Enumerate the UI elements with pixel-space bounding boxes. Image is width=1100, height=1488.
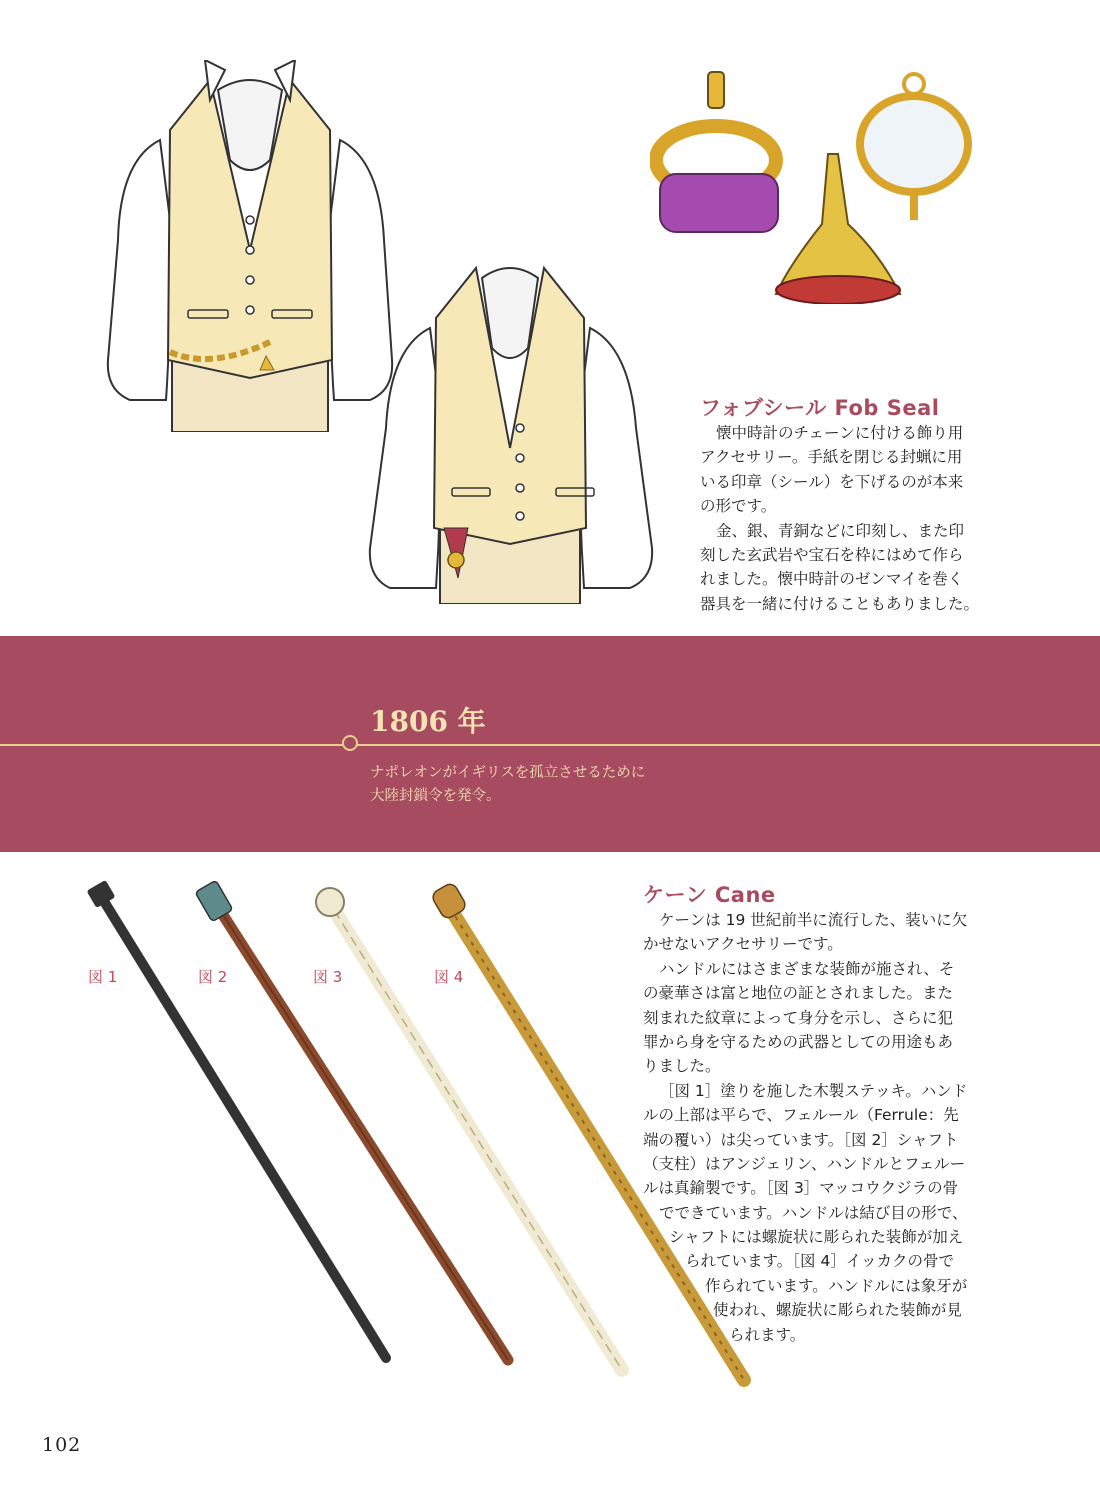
cane-paragraph [643,908,967,1347]
page-number: 102 [42,1434,82,1456]
text-line: 作られています。ハンドルには象牙が [705,1276,968,1295]
cane-1 [86,880,386,1358]
text-line: 刻した玄武岩や宝石を枠にはめて作ら [700,545,964,564]
text-line: でできています。ハンドルは結び目の形で、 [659,1203,968,1222]
figure-label-1: 図 1 [88,968,118,986]
fob-seal-heading: フォブシール Fob Seal [700,396,940,420]
text-line: かせないアクセサリーです。 [643,935,843,954]
text-line: （支柱）はアンジェリン、ハンドルとフェルー [643,1154,966,1173]
text-line: の形です。 [700,497,777,516]
text-line: 罪から身を守るための武器としての用途もあ [643,1032,954,1051]
figure-label-2: 図 2 [198,968,228,986]
text-line: 金、銀、青銅などに印刻し、また印 [716,521,965,540]
text-line: ルは真鍮製です。［図 3］マッコウクジラの骨 [643,1179,959,1198]
text-line: シャフトには螺旋状に彫られた装飾が加え [669,1228,964,1247]
text-line: 端の覆い）は尖っています。［図 2］シャフト [643,1130,959,1149]
text-line: アクセサリー。手紙を閉じる封蝋に用 [700,448,963,467]
text-line: の豪華さは富と地位の証とされました。また [643,984,954,1003]
text-line: れました。懐中時計のゼンマイを巻く [700,570,964,589]
vest-illustration-2 [360,248,660,604]
fob-seal-paragraph [700,421,979,616]
timeline-line-2: 大陸封鎖令を発令。 [370,788,501,804]
text-line: 懐中時計のチェーンに付ける飾り用 [716,424,964,442]
text-line: 刻まれた紋章によって身分を示し、さらに犯 [643,1008,954,1027]
figure-label-3: 図 3 [313,968,343,986]
text-line: ハンドルにはさまざまな装飾が施され、そ [659,959,955,978]
text-line: ケーンは 19 世紀前半に流行した、装いに欠 [659,911,968,929]
timeline-text [370,762,645,808]
text-line: ［図 1］塗りを施した木製ステッキ。ハンド [659,1081,968,1100]
text-line: りました。 [643,1057,721,1076]
text-line: いる印章（シール）を下げるのが本来 [700,472,964,491]
vest-illustration-1 [100,60,400,432]
fob-seals-illustration [650,64,990,304]
timeline-marker [342,735,358,751]
text-line: られています。［図 4］イッカクの骨で [685,1252,954,1271]
timeline-line-1: ナポレオンがイギリスを孤立させるために [370,765,646,781]
timeline-line [0,744,1100,746]
cane-heading: ケーン Cane [643,883,776,907]
figure-label-4: 図 4 [434,968,464,986]
timeline-year: 1806 年 [370,705,486,738]
text-line: 器具を一緒に付けることもありました。 [700,594,980,613]
text-line: 使われ、螺旋状に彫られた装飾が見 [713,1301,962,1320]
text-line: られます。 [729,1325,806,1344]
text-line: ルの上部は平らで、フェルール（Ferrule：先 [643,1106,959,1125]
